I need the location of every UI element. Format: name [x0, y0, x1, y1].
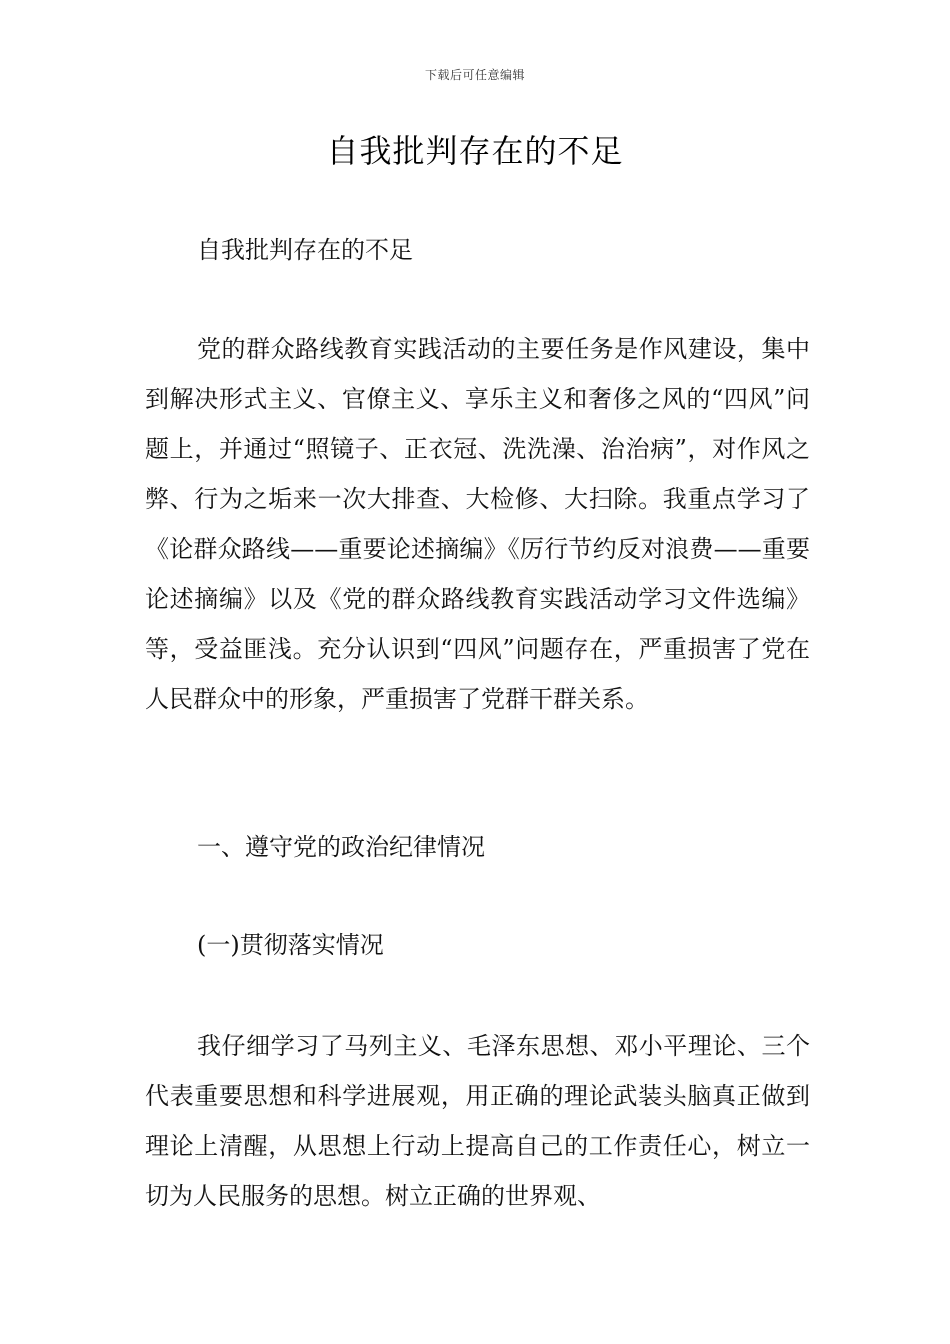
intro-paragraph: 党的群众路线教育实践活动的主要任务是作风建设，集中到解决形式主义、官僚主义、享乐主义和奢侈之风的“四风”问题上，并通过“照镜子、正衣冠、洗洗澡、治治病”，对作风之弊、行为之垢来一次大排查、大检修、大扫除。我重点学习了《论群众路线——重要论述摘编》《厉行节约反对浪费——重要论述摘编》以及《党的群众路线教育实践活动学习文件选编》等，受益匪浅。充分认识到“四风”问题存在，严重损害了党在人民群众中的形象，严重损害了党群干群关系。	[145, 335, 810, 713]
subsection-heading-1: (一)贯彻落实情况	[197, 931, 384, 959]
page-header-note: 下载后可任意编辑	[424, 68, 525, 82]
section-heading-1: 一、遵守党的政治纪律情况	[197, 833, 485, 861]
body-paragraph-2: 我仔细学习了马列主义、毛泽东思想、邓小平理论、三个代表重要思想和科学进展观，用正确的理论武装头脑真正做到理论上清醒，从思想上行动上提高自己的工作责任心，树立一切为人民服务的思想。树立正确的世界观、	[145, 1032, 810, 1210]
subtitle-paragraph: 自我批判存在的不足	[197, 236, 413, 264]
document-title: 自我批判存在的不足	[326, 132, 624, 170]
